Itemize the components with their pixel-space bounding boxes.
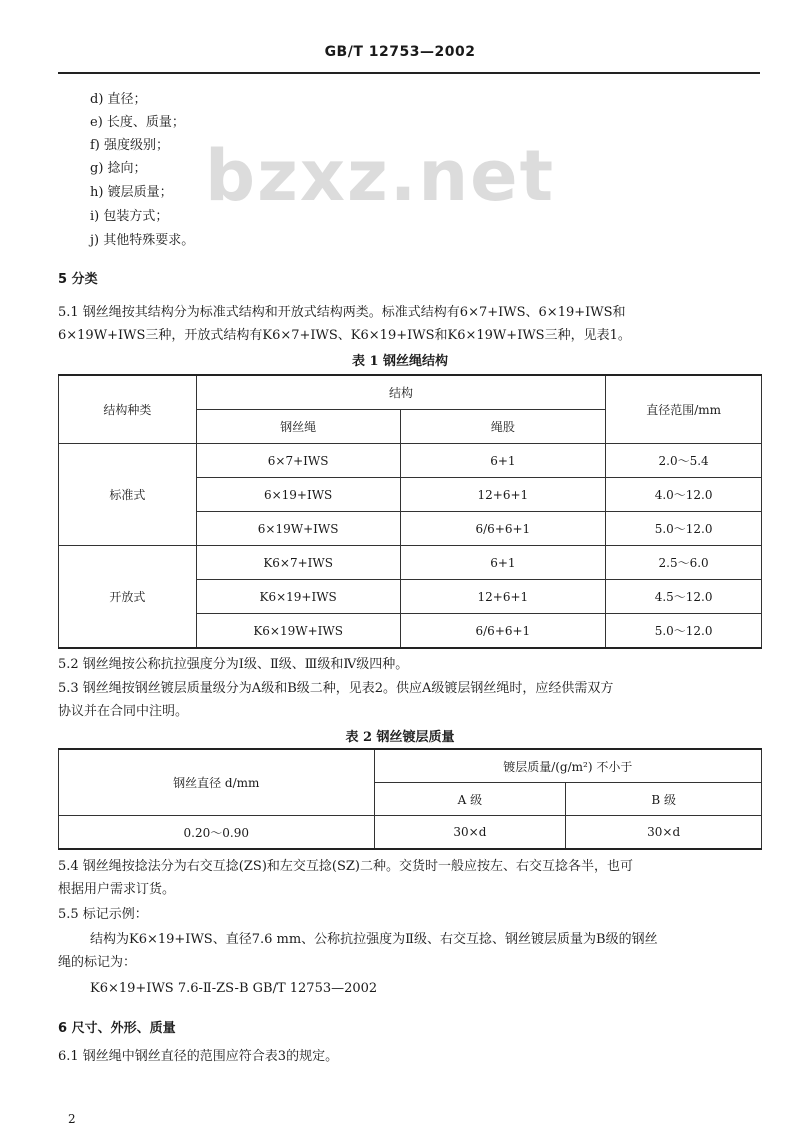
- list-item: d) 直径；: [90, 92, 147, 107]
- col-header-range: 直径范围/mm: [606, 375, 762, 444]
- paragraph-6-1: 6.1 钢丝绳中钢丝直径的范围应符合表3的规定。: [58, 1049, 339, 1064]
- table-2: [58, 748, 762, 850]
- paragraph-5-5-line-1: 结构为K6×19+IWS、直径7.6 mm、公称抗拉强度为Ⅱ级、右交互捻、钢丝镀层质量为B级的钢丝: [90, 932, 658, 947]
- list-item: g) 捻向；: [90, 161, 147, 176]
- rope-cell: K6×7+IWS: [196, 546, 400, 580]
- grade-a-cell: 30×d: [374, 816, 566, 850]
- grade-b-cell: 30×d: [566, 816, 762, 850]
- range-cell: 5.0～12.0: [606, 512, 762, 546]
- paragraph-5-3-line-1: 5.3 钢丝绳按钢丝镀层质量级分为A级和B级二种，见表2。供应A级镀层钢丝绳时，应经供需双方: [58, 681, 614, 696]
- table-1-caption: 表 1 钢丝绳结构: [351, 354, 449, 369]
- list-item: e) 长度、质量；: [90, 115, 185, 130]
- paragraph-5-4-line-2: 根据用户需求订货。: [58, 882, 176, 897]
- list-item: i) 包装方式；: [90, 209, 169, 224]
- strand-cell: 6+1: [400, 444, 606, 478]
- paragraph-5-1-line-2: 6×19W+IWS三种，开放式结构有K6×7+IWS、K6×19+IWS和K6×19W+IWS三种，见表1。: [58, 328, 631, 343]
- paragraph-5-5-title: 5.5 标记示例：: [58, 907, 148, 922]
- col-header-strand: 绳股: [400, 410, 606, 444]
- group-name: 开放式: [59, 546, 197, 649]
- list-item: f) 强度级别；: [90, 138, 170, 153]
- range-cell: 4.5～12.0: [606, 580, 762, 614]
- col-header-diameter: 钢丝直径 d/mm: [59, 749, 375, 816]
- rope-cell: K6×19W+IWS: [196, 614, 400, 649]
- col-header-grade-a: A 级: [374, 783, 566, 816]
- strand-cell: 6/6+6+1: [400, 614, 606, 649]
- range-cell: 4.0～12.0: [606, 478, 762, 512]
- col-header-type: 结构种类: [59, 375, 197, 444]
- rope-cell: 6×19+IWS: [196, 478, 400, 512]
- marking-example: K6×19+IWS 7.6-Ⅱ-ZS-B GB/T 12753—2002: [90, 981, 378, 996]
- list-item: j) 其他特殊要求。: [90, 233, 195, 248]
- rope-cell: 6×19W+IWS: [196, 512, 400, 546]
- strand-cell: 12+6+1: [400, 580, 606, 614]
- table-2-caption: 表 2 钢丝镀层质量: [345, 730, 455, 745]
- col-header-coating-mass: 镀层质量/(g/m²) 不小于: [374, 749, 761, 783]
- section-5-heading: 5 分类: [58, 272, 98, 287]
- range-cell: 2.5～6.0: [606, 546, 762, 580]
- group-name: 标准式: [59, 444, 197, 546]
- paragraph-5-2: 5.2 钢丝绳按公称抗拉强度分为Ⅰ级、Ⅱ级、Ⅲ级和Ⅳ级四种。: [58, 657, 409, 672]
- header-rule: [58, 72, 760, 74]
- page-number: 2: [68, 1112, 76, 1126]
- strand-cell: 6+1: [400, 546, 606, 580]
- col-header-grade-b: B 级: [566, 783, 762, 816]
- table-1: [58, 374, 762, 649]
- diameter-cell: 0.20～0.90: [59, 816, 375, 850]
- col-header-structure: 结构: [196, 375, 605, 410]
- range-cell: 5.0～12.0: [606, 614, 762, 649]
- paragraph-5-4-line-1: 5.4 钢丝绳按捻法分为右交互捻(ZS)和左交互捻(SZ)二种。交货时一般应按左、右交互捻各半，也可: [58, 859, 633, 874]
- strand-cell: 6/6+6+1: [400, 512, 606, 546]
- rope-cell: 6×7+IWS: [196, 444, 400, 478]
- table-row: [59, 444, 762, 478]
- range-cell: 2.0～5.4: [606, 444, 762, 478]
- table-row: [59, 546, 762, 580]
- strand-cell: 12+6+1: [400, 478, 606, 512]
- list-item: h) 镀层质量；: [90, 185, 173, 200]
- paragraph-5-1-line-1: 5.1 钢丝绳按其结构分为标准式结构和开放式结构两类。标准式结构有6×7+IWS、6×19+IWS和: [58, 305, 626, 320]
- section-6-heading: 6 尺寸、外形、质量: [58, 1021, 176, 1036]
- table-row: [59, 816, 762, 850]
- paragraph-5-3-line-2: 协议并在合同中注明。: [58, 704, 189, 719]
- watermark: bzxz.net: [205, 135, 556, 217]
- paragraph-5-5-line-2: 绳的标记为：: [58, 955, 137, 970]
- page-header: GB/T 12753—2002: [324, 44, 476, 60]
- col-header-rope: 钢丝绳: [196, 410, 400, 444]
- rope-cell: K6×19+IWS: [196, 580, 400, 614]
